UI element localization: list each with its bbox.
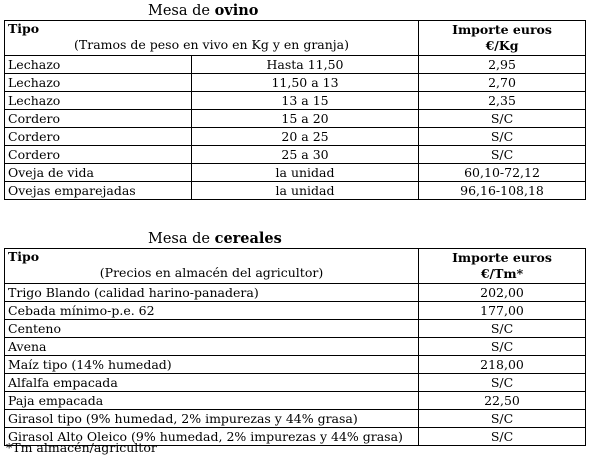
ovino-tipo-cell: Ovejas emparejadas [5, 182, 192, 200]
table-row [5, 410, 586, 428]
ovino-tipo-cell: Lechazo [5, 74, 192, 92]
ovino-title-prefix: Mesa de [148, 3, 215, 19]
cereales-title-prefix: Mesa de [148, 231, 215, 247]
cereales-tipo-cell: Maíz tipo (14% humedad) [5, 356, 419, 374]
ovino-importe-cell: 96,16-108,18 [419, 182, 586, 200]
ovino-importe-cell: S/C [419, 128, 586, 146]
cereales-footnote: *Tm almacén/agricultor [6, 440, 157, 455]
cereales-tipo-cell: Alfalfa empacada [5, 374, 419, 392]
table-row [5, 146, 586, 164]
cereales-header-importe [419, 249, 586, 284]
cereales-title-bold: cereales [214, 230, 282, 247]
ovino-tramo-cell: la unidad [192, 182, 419, 200]
table-row [5, 74, 586, 92]
ovino-header-importe-line1: Importe euros [452, 22, 552, 37]
cereales-tipo-cell: Centeno [5, 320, 419, 338]
ovino-tipo-cell: Cordero [5, 146, 192, 164]
ovino-table [4, 20, 586, 200]
cereales-importe-cell: 22,50 [419, 392, 586, 410]
ovino-tramo-cell: Hasta 11,50 [192, 56, 419, 74]
ovino-tramo-cell: 20 a 25 [192, 128, 419, 146]
ovino-tramo-cell: 25 a 30 [192, 146, 419, 164]
ovino-header-tipo [5, 21, 419, 56]
cereales-importe-cell: S/C [419, 410, 586, 428]
cereales-tipo-cell: Avena [5, 338, 419, 356]
table-row [5, 374, 586, 392]
ovino-header-row [5, 21, 586, 56]
ovino-tramo-cell: la unidad [192, 164, 419, 182]
table-row [5, 92, 586, 110]
table-row [5, 164, 586, 182]
cereales-header-row [5, 249, 586, 284]
ovino-tipo-cell: Lechazo [5, 56, 192, 74]
table-row [5, 302, 586, 320]
cereales-tipo-cell: Girasol Alto Oleico (9% humedad, 2% impurezas y 44% grasa) [5, 428, 419, 446]
cereales-header-tipo-label: Tipo [8, 249, 40, 264]
cereales-importe-cell: S/C [419, 428, 586, 446]
ovino-importe-cell: 2,95 [419, 56, 586, 74]
ovino-header-subtitle: (Tramos de peso en vivo en Kg y en granja) [74, 37, 350, 52]
ovino-importe-cell: 2,70 [419, 74, 586, 92]
table-row [5, 338, 586, 356]
table-row [5, 110, 586, 128]
table-row [5, 284, 586, 302]
table-row [5, 320, 586, 338]
cereales-tipo-cell: Cebada mínimo-p.e. 62 [5, 302, 419, 320]
table-row [5, 356, 586, 374]
ovino-title-bold: ovino [214, 2, 259, 19]
table-row [5, 128, 586, 146]
cereales-table [4, 248, 586, 446]
ovino-header-tipo-label: Tipo [8, 21, 40, 36]
ovino-importe-cell: 60,10-72,12 [419, 164, 586, 182]
cereales-header-importe-line2: €/Tm* [480, 266, 524, 281]
ovino-tipo-cell: Cordero [5, 128, 192, 146]
cereales-tipo-cell: Trigo Blando (calidad harino-panadera) [5, 284, 419, 302]
cereales-importe-cell: 177,00 [419, 302, 586, 320]
ovino-importe-cell: 2,35 [419, 92, 586, 110]
cereales-importe-cell: 202,00 [419, 284, 586, 302]
ovino-tipo-cell: Lechazo [5, 92, 192, 110]
cereales-importe-cell: S/C [419, 374, 586, 392]
cereales-importe-cell: S/C [419, 320, 586, 338]
cereales-tipo-cell: Paja empacada [5, 392, 419, 410]
ovino-header-importe [419, 21, 586, 56]
table-row [5, 182, 586, 200]
cereales-tipo-cell: Girasol tipo (9% humedad, 2% impurezas y 44% grasa) [5, 410, 419, 428]
table-row [5, 56, 586, 74]
ovino-tipo-cell: Cordero [5, 110, 192, 128]
table-row [5, 392, 586, 410]
ovino-tipo-cell: Oveja de vida [5, 164, 192, 182]
ovino-importe-cell: S/C [419, 146, 586, 164]
cereales-title [148, 230, 282, 248]
ovino-header-importe-line2: €/Kg [485, 38, 519, 53]
ovino-title [148, 2, 258, 20]
cereales-header-tipo [5, 249, 419, 284]
ovino-tramo-cell: 13 a 15 [192, 92, 419, 110]
cereales-importe-cell: S/C [419, 338, 586, 356]
cereales-header-subtitle: (Precios en almacén del agricultor) [99, 265, 324, 280]
ovino-importe-cell: S/C [419, 110, 586, 128]
cereales-importe-cell: 218,00 [419, 356, 586, 374]
ovino-tramo-cell: 11,50 a 13 [192, 74, 419, 92]
ovino-tramo-cell: 15 a 20 [192, 110, 419, 128]
cereales-header-importe-line1: Importe euros [452, 250, 552, 265]
